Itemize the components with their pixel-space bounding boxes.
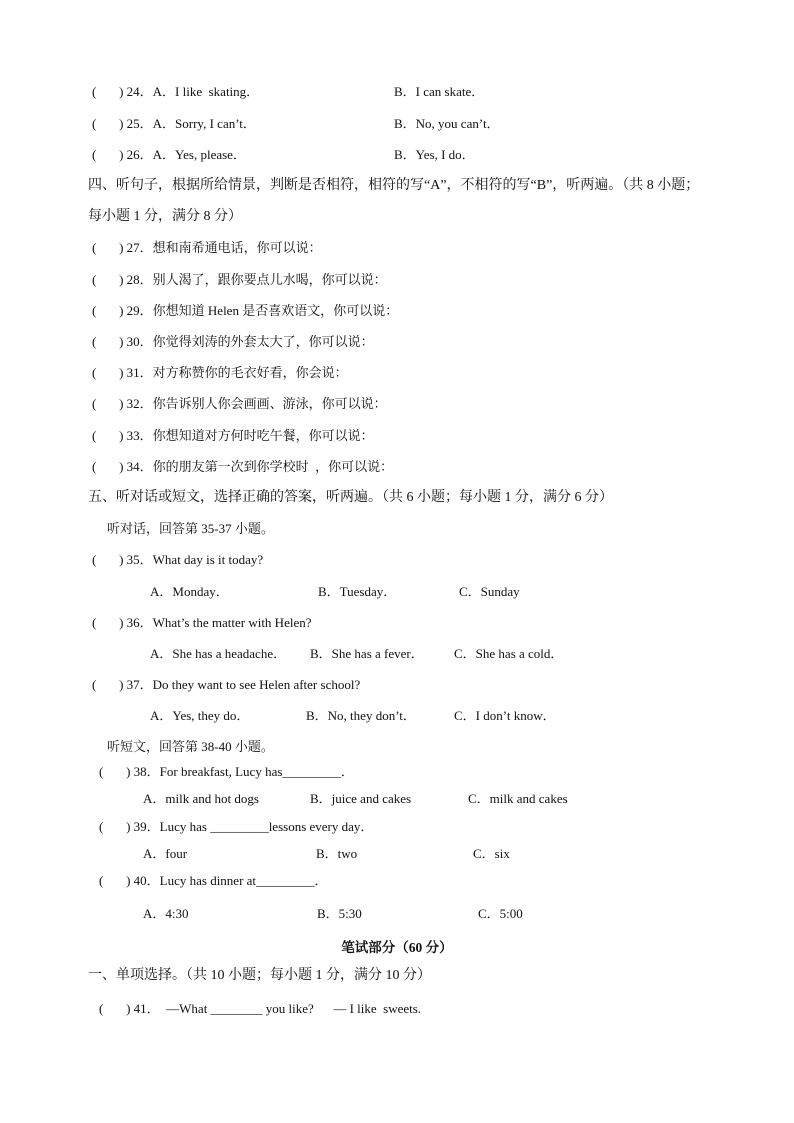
- question-37-option-a: A．Yes, they do．: [150, 708, 250, 723]
- question-36-option-b: B．She has a fever．: [310, 646, 424, 661]
- question-37-option-c: C．I don’t know．: [454, 708, 556, 723]
- question-32: ( ) 32．你告诉别人你会画画、游泳，你可以说：: [92, 396, 387, 411]
- question-26-stem: ( ) 26．A．Yes, please．: [92, 147, 246, 162]
- dialog-intro: 听对话，回答第 35-37 小题。: [107, 521, 274, 536]
- question-36-stem: ( ) 36．What’s the matter with Helen?: [92, 615, 312, 630]
- question-31: ( ) 31．对方称赞你的毛衣好看，你会说：: [92, 365, 348, 380]
- question-30: ( ) 30．你觉得刘涛的外套太大了，你可以说：: [92, 334, 374, 349]
- question-34: ( ) 34．你的朋友第一次到你学校时 ，你可以说：: [92, 459, 394, 474]
- written-section-1-title: 一、单项选择。（共 10 小题；每小题 1 分，满分 10 分）: [88, 968, 431, 983]
- passage-intro: 听短文，回答第 38-40 小题。: [107, 739, 274, 754]
- question-40-option-a: A．4:30: [143, 906, 189, 921]
- question-35-option-b: B．Tuesday．: [318, 584, 397, 599]
- question-39-option-c: C．six: [473, 846, 510, 861]
- question-39-option-a: A．four: [143, 846, 188, 861]
- question-38-option-b: B．juice and cakes: [310, 791, 412, 806]
- question-37-stem: ( ) 37．Do they want to see Helen after school?: [92, 677, 361, 692]
- question-24-option-b: B．I can skate．: [394, 84, 485, 99]
- question-35-stem: ( ) 35．What day is it today?: [92, 552, 264, 567]
- question-25-option-b: B．No, you can’t．: [394, 116, 500, 131]
- question-33: ( ) 33．你想知道对方何时吃午餐，你可以说：: [92, 428, 374, 443]
- question-26-option-b: B．Yes, I do．: [394, 147, 475, 162]
- question-29: ( ) 29．你想知道 Helen 是否喜欢语文，你可以说：: [92, 303, 399, 318]
- question-36-option-c: C．She has a cold．: [454, 646, 564, 661]
- question-27: ( ) 27．想和南希通电话，你可以说：: [92, 240, 322, 255]
- question-35-option-a: A．Monday．: [150, 584, 229, 599]
- question-28: ( ) 28．别人渴了，跟你要点儿水喝，你可以说：: [92, 272, 387, 287]
- written-part-heading: 笔试部分（60 分）: [341, 940, 453, 955]
- question-39-option-b: B．two: [316, 846, 358, 861]
- question-39-stem: ( ) 39．Lucy has _________lessons every day．: [99, 819, 374, 834]
- section-5-title: 五、听对话或短文，选择正确的答案，听两遍。（共 6 小题；每小题 1 分，满分 6 分）: [88, 490, 613, 505]
- question-38-option-a: A．milk and hot dogs: [143, 791, 259, 806]
- section-4-title-line2: 每小题 1 分，满分 8 分）: [88, 209, 242, 224]
- question-40-stem: ( ) 40．Lucy has dinner at_________．: [99, 873, 328, 888]
- question-40-option-b: B．5:30: [317, 906, 362, 921]
- question-35-option-c: C．Sunday: [459, 584, 520, 599]
- question-25-stem: ( ) 25．A．Sorry, I can’t．: [92, 116, 256, 131]
- question-38-option-c: C．milk and cakes: [468, 791, 568, 806]
- question-24-stem: ( ) 24．A．I like skating．: [92, 84, 260, 99]
- question-37-option-b: B．No, they don’t．: [306, 708, 416, 723]
- question-40-option-c: C．5:00: [478, 906, 523, 921]
- question-38-stem: ( ) 38．For breakfast, Lucy has_________．: [99, 764, 354, 779]
- question-36-option-a: A．She has a headache．: [150, 646, 287, 661]
- question-41: ( ) 41． —What ________ you like? — I like sweets.: [99, 1001, 422, 1016]
- section-4-title-line1: 四、听句子，根据所给情景，判断是否相符，相符的写“A”，不相符的写“B”，听两遍。（共 8 小题；: [88, 178, 700, 193]
